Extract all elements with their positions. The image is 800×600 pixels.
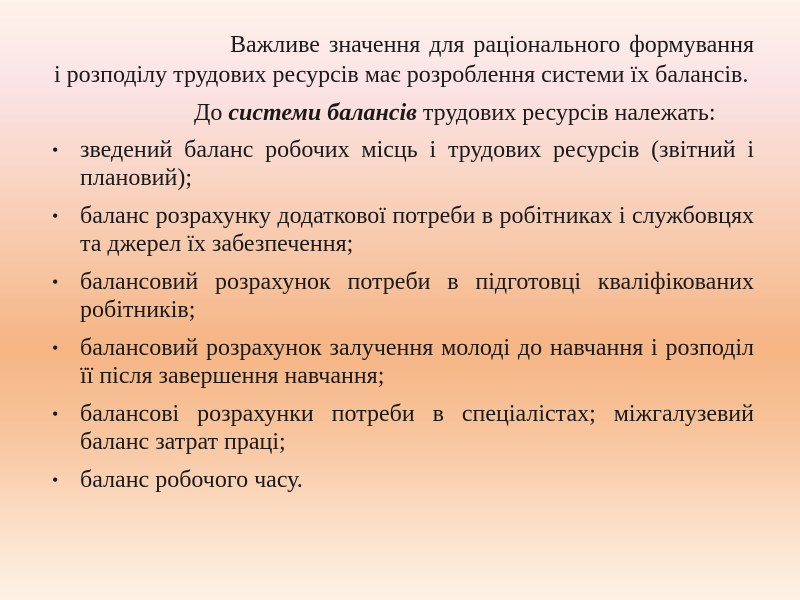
system-of-balances-emphasis: системи балансів [228,100,417,126]
bullet-icon: • [52,140,59,160]
list-item-text: балансові розрахунки потреби в спеціалістах; міжгалузевий баланс затрат праці; [80,401,754,455]
slide-content [54,30,754,494]
list-item [54,334,754,390]
list-item-text: балансовий розрахунок потреби в підготовці кваліфікованих робітників; [80,269,754,323]
list-item [54,466,754,494]
list-item [54,136,754,192]
list-item [54,202,754,258]
list-item-text: баланс робочого часу. [80,467,303,493]
list-item [54,400,754,456]
bullet-icon: • [52,404,59,424]
bullet-icon: • [52,206,59,226]
list-item-text: зведений баланс робочих місць і трудових ресурсів (звітний і плановий); [80,137,754,191]
system-paragraph-prefix: До [194,100,229,126]
bullet-icon: • [52,272,59,292]
system-paragraph-suffix: трудових ресурсів належать: [416,100,716,126]
intro-paragraph: Важливе значення для раціонального формування і розподілу трудових ресурсів має розроблення системи їх балансів. [54,32,754,88]
list-item [54,268,754,324]
list-item-text: балансовий розрахунок залучення молоді до навчання і розподіл її після завершення навчання; [80,335,754,389]
list-item-text: баланс розрахунку додаткової потреби в робітниках і службовцях та джерел їх забезпечення; [80,203,754,257]
system-paragraph [54,98,754,128]
balances-list [54,136,754,494]
bullet-icon: • [52,470,59,490]
bullet-icon: • [52,338,59,358]
